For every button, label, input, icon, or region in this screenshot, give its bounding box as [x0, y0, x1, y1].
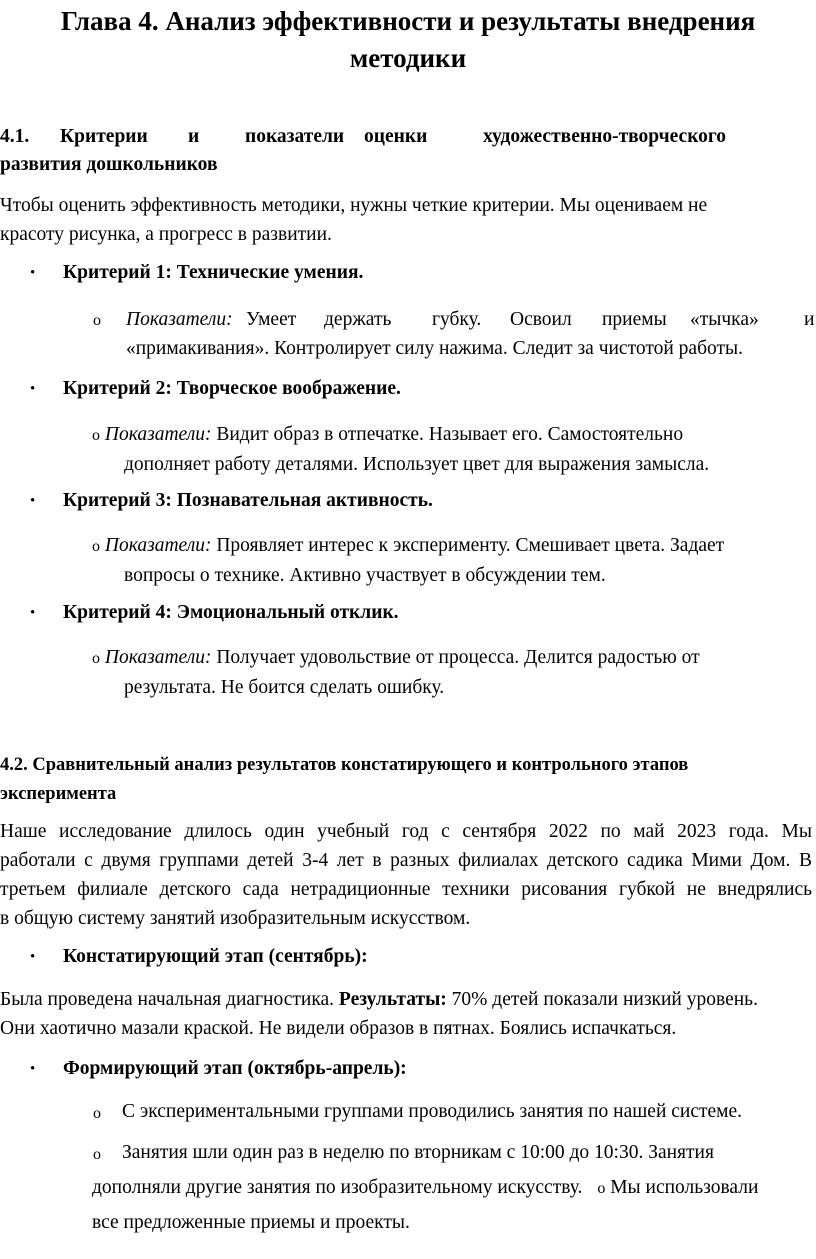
heading-word: показатели	[245, 126, 345, 147]
section-4-1-heading	[0, 122, 800, 180]
indicator-line-1	[92, 643, 792, 673]
stage-2-item-2-line1: Занятия шли один раз в неделю по вторникам с 10:00 до 10:30. Занятия	[122, 1142, 714, 1163]
criterion-3-indicators	[92, 531, 792, 590]
paragraph-line: третьем филиале детского сада нетрадиционные техники рисования губкой не внедрялись	[0, 879, 812, 900]
stage-1-results: 70% детей показали низкий уровень.	[451, 989, 758, 1010]
stage-2-item-1: С экспериментальными группами проводились занятия по нашей системе.	[122, 1101, 743, 1122]
section-4-1-number: 4.1.	[0, 126, 30, 147]
indicator-text: Проявляет интерес к эксперименту. Смешивает цвета. Задает	[216, 535, 725, 556]
criterion-1-indicators	[126, 305, 816, 363]
bullet-icon: •	[30, 949, 36, 965]
heading-word: и	[188, 126, 200, 147]
criterion-3-title: Критерий 3: Познавательная активность.	[63, 490, 433, 511]
paragraph-line: Наше исследование длилось один учебный год с сентября 2022 по май 2023 года. Мы	[0, 821, 812, 842]
stage-2-item-2-line2	[92, 1173, 758, 1203]
paragraph-line: Чтобы оценить эффективность методики, нужны четкие критерии. Мы оцениваем не	[0, 195, 708, 216]
intro-paragraph	[0, 191, 810, 249]
section-4-1-heading-line2: развития дошкольников	[0, 154, 218, 175]
criterion-4-indicators	[92, 643, 792, 702]
results-label: Результаты:	[338, 989, 447, 1010]
stage-2-item-2-text: дополняли другие занятия по изобразительному искусству.	[92, 1177, 583, 1198]
indicator-word: Освоил	[510, 309, 572, 330]
criterion-1-title: Критерий 1: Технические умения.	[63, 262, 364, 283]
paragraph-line	[0, 985, 816, 1014]
indicator-word: и	[804, 309, 815, 330]
indicator-word: приемы	[602, 309, 667, 330]
study-paragraph	[0, 817, 812, 933]
indicator-line-2: вопросы о технике. Активно участвует в обсуждении тем.	[124, 565, 606, 586]
indicator-word: Умеет	[246, 309, 297, 330]
chapter-title-line2: методики	[349, 43, 467, 73]
bullet-icon: •	[30, 605, 36, 621]
heading-word: оценки	[364, 126, 428, 147]
paragraph-line: Они хаотично мазали краской. Не видели образов в пятнах. Боялись испачкаться.	[0, 1018, 677, 1039]
stage-2-title: Формирующий этап (октябрь-апрель):	[63, 1058, 407, 1079]
indicator-line-1	[92, 420, 792, 450]
indicator-line-2: «примакивания». Контролирует силу нажима. Следит за чистотой работы.	[126, 338, 743, 359]
sub-bullet-icon: o	[93, 1146, 101, 1163]
heading-word: Критерии	[60, 126, 148, 147]
sub-bullet-icon: o	[92, 427, 100, 444]
stage-2-item-3-line1: Мы использовали	[610, 1177, 759, 1198]
indicator-word: губку.	[432, 309, 482, 330]
sub-bullet-icon: o	[93, 312, 101, 329]
sub-bullet-icon: o	[597, 1180, 606, 1197]
section-4-2-heading	[0, 751, 816, 809]
sub-bullet-icon: o	[92, 538, 100, 555]
criterion-2-title: Критерий 2: Творческое воображение.	[63, 378, 401, 399]
indicator-text: Получает удовольствие от процесса. Делится радостью от	[216, 647, 700, 668]
sub-bullet-icon: o	[92, 650, 100, 667]
heading-word: художественно-творческого	[483, 126, 727, 147]
bullet-icon: •	[30, 493, 36, 509]
indicator-line-1	[126, 305, 816, 334]
indicators-label: Показатели:	[104, 424, 212, 445]
indicator-word: держать	[324, 309, 392, 330]
chapter-title-line1: Глава 4. Анализ эффективности и результаты внедрения	[60, 6, 756, 36]
criterion-2-indicators	[92, 420, 792, 479]
criterion-4-title: Критерий 4: Эмоциональный отклик.	[63, 602, 399, 623]
paragraph-line: красоту рисунка, а прогресс в развитии.	[0, 224, 332, 245]
bullet-icon: •	[30, 265, 36, 281]
stage-2-item-3-line2: все предложенные приемы и проекты.	[92, 1212, 410, 1233]
sub-bullet-icon: o	[93, 1105, 101, 1122]
stage-1-text: Была проведена начальная диагностика.	[0, 989, 335, 1010]
indicator-line-2: дополняет работу деталями. Использует цвет для выражения замысла.	[124, 454, 710, 475]
heading-line: 4.2. Сравнительный анализ результатов констатирующего и контрольного этапов	[0, 755, 689, 775]
indicators-label: Показатели:	[126, 309, 233, 330]
indicator-word: «тычка»	[690, 309, 759, 330]
paragraph-line: в общую систему занятий изобразительным искусством.	[0, 908, 471, 929]
heading-line: эксперимента	[0, 784, 117, 804]
indicator-line-1	[92, 531, 792, 561]
paragraph-line: работали с двумя группами детей 3-4 лет в разных филиалах детского садика Мими Дом. В	[0, 850, 812, 871]
stage-1-title: Констатирующий этап (сентябрь):	[63, 946, 368, 967]
indicators-label: Показатели:	[104, 535, 212, 556]
stage-1-paragraph	[0, 985, 816, 1043]
indicator-line-2: результата. Не боится сделать ошибку.	[124, 677, 445, 698]
bullet-icon: •	[30, 381, 36, 397]
indicator-text: Видит образ в отпечатке. Называет его. Самостоятельно	[216, 424, 684, 445]
bullet-icon: •	[30, 1061, 36, 1077]
indicators-label: Показатели:	[104, 647, 212, 668]
